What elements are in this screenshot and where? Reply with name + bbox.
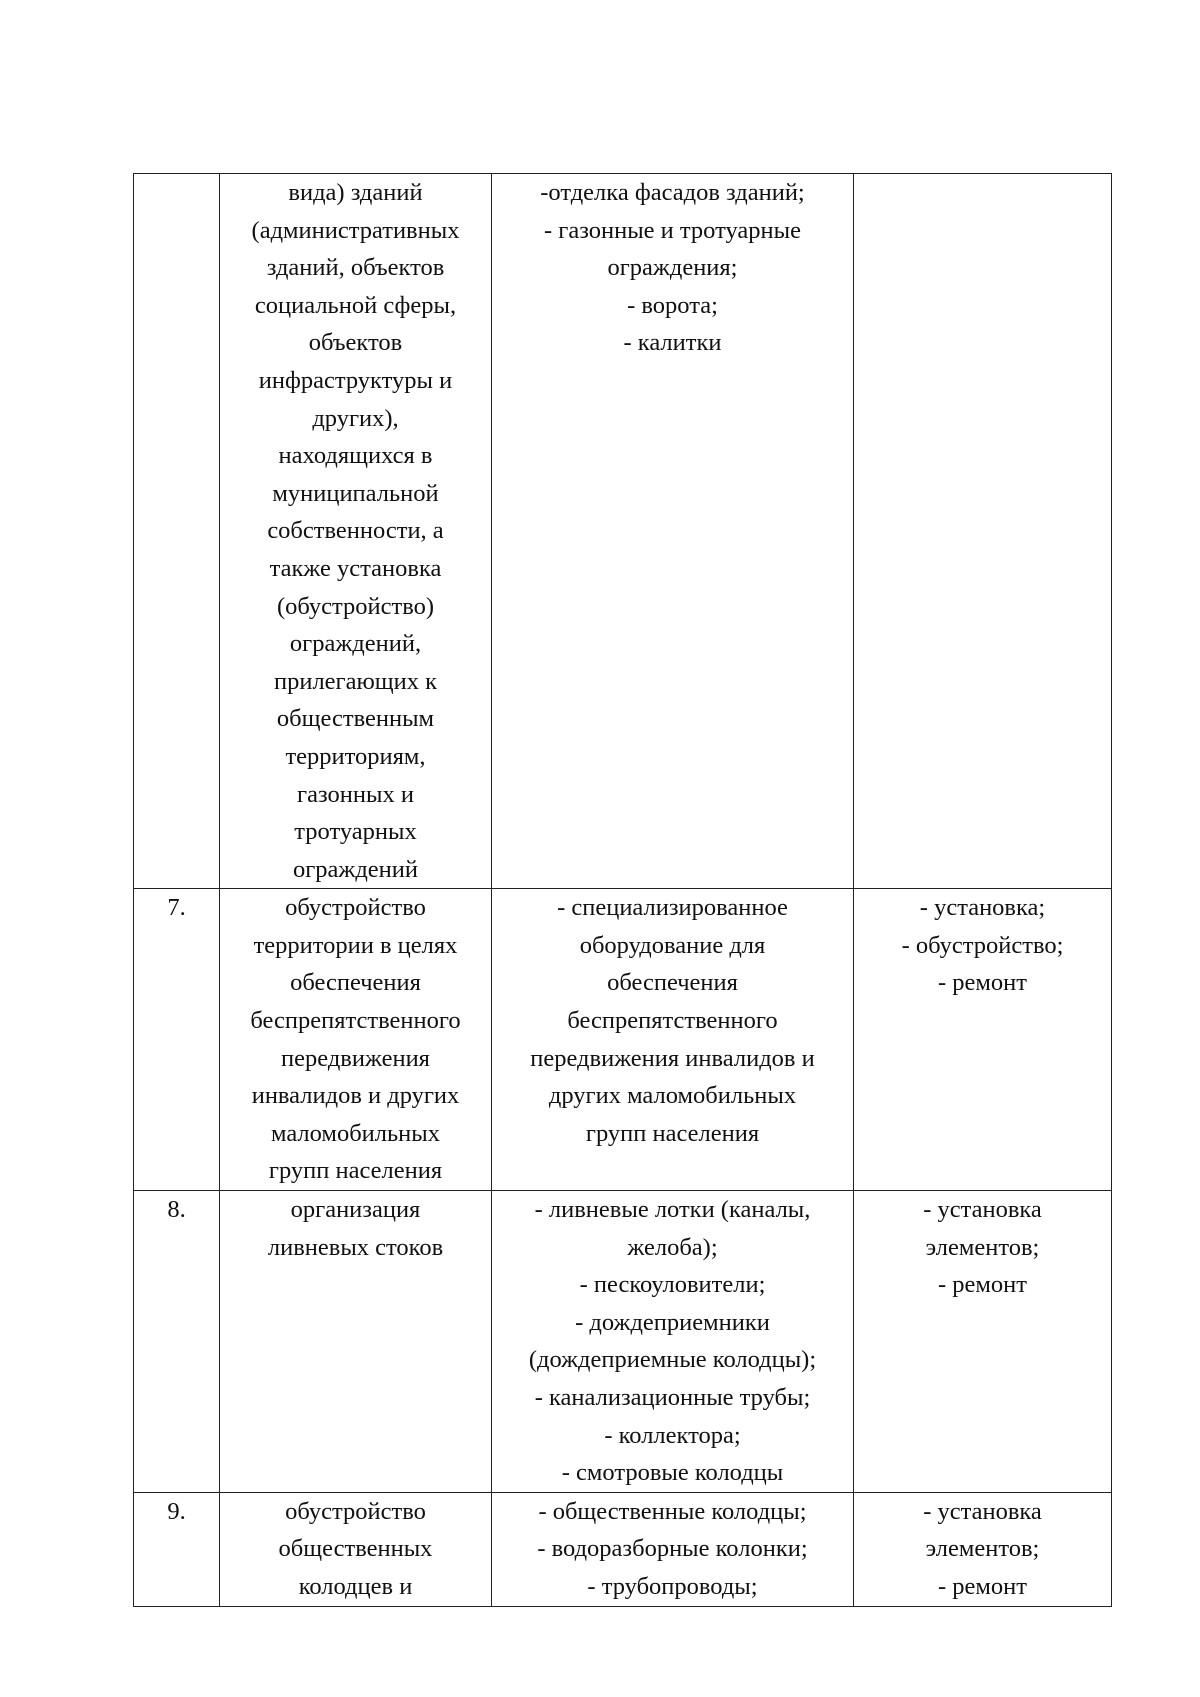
object-cell: обустройство общественных колодцев и — [220, 1492, 492, 1606]
elements-cell: - специализированное оборудование для обеспечения беспрепятственного передвижения инвалидов и других маломобильных групп населения — [492, 889, 854, 1191]
works-cell: - установка элементов; - ремонт — [854, 1492, 1112, 1606]
works-cell: - установка; - обустройство; - ремонт — [854, 889, 1112, 1191]
row-number-cell: 7. — [134, 889, 220, 1191]
elements-cell: -отделка фасадов зданий; - газонные и тротуарные ограждения; - ворота; - калитки — [492, 174, 854, 889]
object-cell: обустройство территории в целях обеспечения беспрепятственного передвижения инвалидов и других маломобильных групп населения — [220, 889, 492, 1191]
improvement-elements-table — [133, 173, 1112, 1607]
object-cell: организация ливневых стоков — [220, 1191, 492, 1493]
elements-cell: - общественные колодцы; - водоразборные колонки; - трубопроводы; — [492, 1492, 854, 1606]
row-number-cell — [134, 174, 220, 889]
works-cell: - установка элементов; - ремонт — [854, 1191, 1112, 1493]
table-row — [134, 174, 1112, 889]
elements-cell: - ливневые лотки (каналы, желоба); - пескоуловители; - дождеприемники (дождеприемные колодцы); - канализационные трубы; - коллектора; - смотровые колодцы — [492, 1191, 854, 1493]
table-row — [134, 889, 1112, 1191]
object-cell: вида) зданий (административных зданий, объектов социальной сферы, объектов инфраструктуры и других), находящихся в муниципальной собственности, а также установка (обустройство) ограждений, прилегающих к общественным территориям, газонных и тротуарных ограждений — [220, 174, 492, 889]
works-cell — [854, 174, 1112, 889]
table-row — [134, 1492, 1112, 1606]
table-row — [134, 1191, 1112, 1493]
row-number-cell: 8. — [134, 1191, 220, 1493]
row-number-cell: 9. — [134, 1492, 220, 1606]
